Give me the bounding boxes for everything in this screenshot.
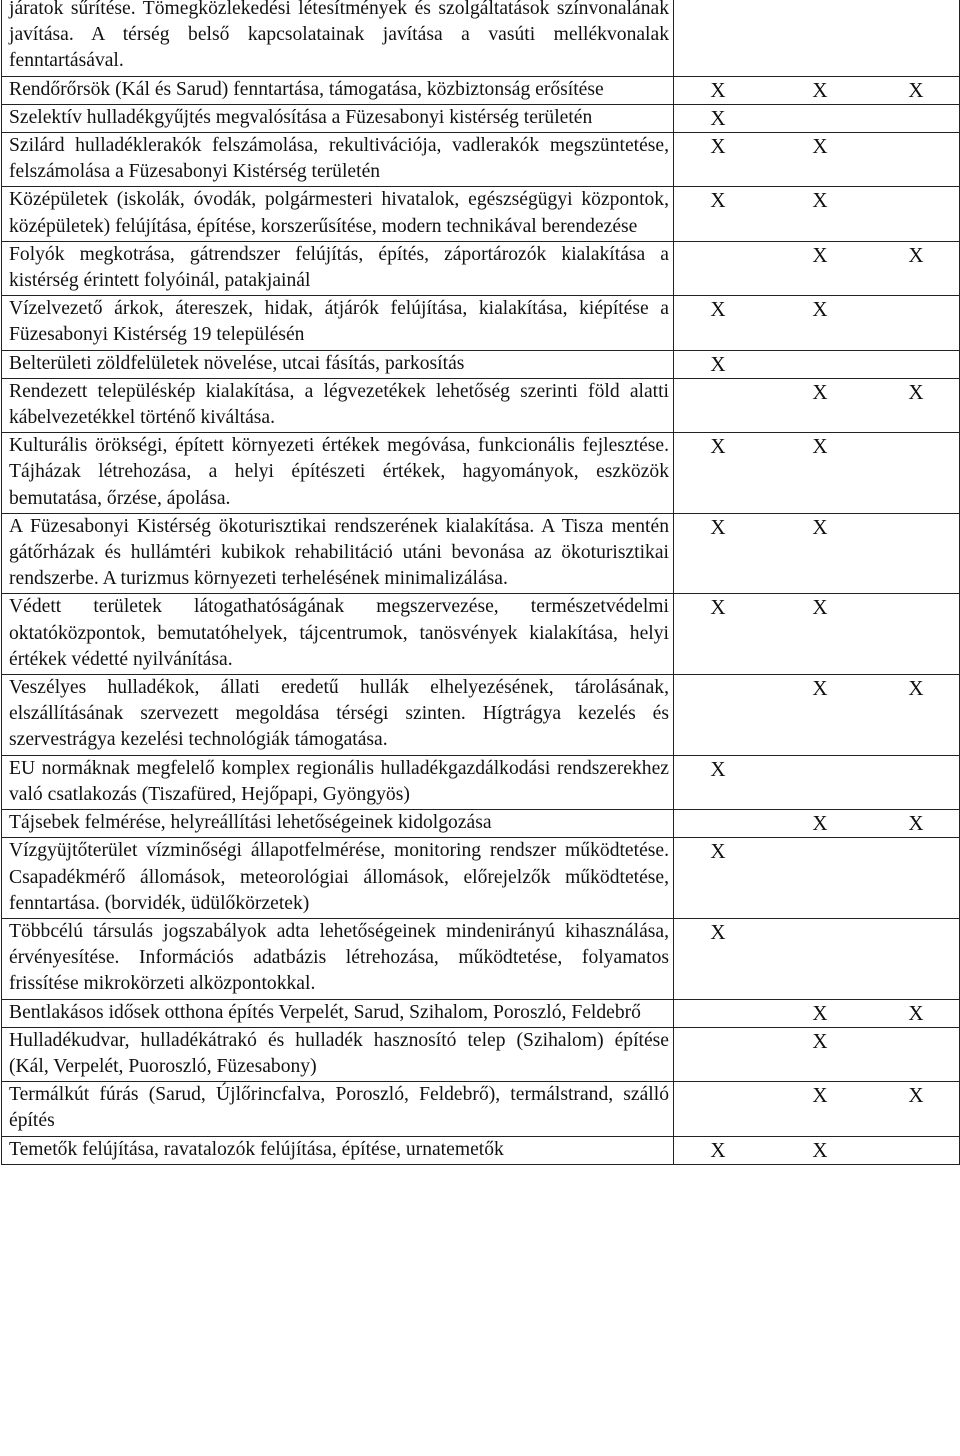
measure-marks	[674, 918, 960, 999]
mark-col-2: X	[812, 379, 828, 404]
measure-description: Hulladékudvar, hulladékátrakó és hulladék hasznosító telep (Szihalom) építése (Kál, Verpelét, Puoroszló, Füzesabony)	[2, 1027, 674, 1081]
mark-col-2: X	[812, 434, 828, 459]
mark-col-3: X	[908, 1000, 924, 1025]
mark-col-2: X	[812, 1083, 828, 1108]
mark-col-2: X	[812, 77, 828, 102]
measures-table	[1, 0, 960, 1165]
measure-description: Folyók megkotrása, gátrendszer felújítás, építés, záportározók kialakítása a kistérség érintett folyóinál, patakjainál	[2, 241, 674, 295]
table-row	[2, 433, 960, 514]
measure-description: Szilárd hulladéklerakók felszámolása, rekultivációja, vadlerakók megszüntetése, felszámolása a Füzesabonyi Kistérség területén	[2, 133, 674, 187]
mark-col-1: X	[710, 77, 726, 102]
measure-description: Szelektív hulladékgyűjtés megvalósítása a Füzesabonyi kistérség területén	[2, 104, 674, 132]
measure-marks	[674, 104, 960, 132]
measure-marks	[674, 187, 960, 241]
table-row	[2, 104, 960, 132]
mark-col-1: X	[710, 297, 726, 322]
measure-marks	[674, 241, 960, 295]
mark-col-3: X	[908, 379, 924, 404]
mark-col-1: X	[710, 434, 726, 459]
measure-marks	[674, 594, 960, 675]
mark-col-3: X	[908, 676, 924, 701]
measure-marks	[674, 675, 960, 756]
table-row	[2, 76, 960, 104]
measure-marks	[674, 1082, 960, 1136]
table-row	[2, 1027, 960, 1081]
mark-col-3: X	[908, 1083, 924, 1108]
table-row	[2, 187, 960, 241]
mark-col-2: X	[812, 297, 828, 322]
mark-col-1: X	[710, 1137, 726, 1162]
mark-col-2: X	[812, 811, 828, 836]
table-row	[2, 241, 960, 295]
mark-col-2: X	[812, 1137, 828, 1162]
mark-col-1: X	[710, 595, 726, 620]
mark-col-2: X	[812, 188, 828, 213]
measure-description: Rendőrőrsök (Kál és Sarud) fenntartása, támogatása, közbiztonság erősítése	[2, 76, 674, 104]
mark-col-3: X	[908, 242, 924, 267]
table-row	[2, 810, 960, 838]
measure-marks	[674, 1136, 960, 1164]
mark-col-1: X	[710, 514, 726, 539]
measure-description: Bentlakásos idősek otthona építés Verpelét, Sarud, Szihalom, Poroszló, Feldebrő	[2, 999, 674, 1027]
mark-col-2: X	[812, 514, 828, 539]
mark-col-2: X	[812, 1028, 828, 1053]
mark-col-3: X	[908, 77, 924, 102]
measure-marks	[674, 76, 960, 104]
measure-marks	[674, 513, 960, 594]
measure-description: EU normáknak megfelelő komplex regionális hulladékgazdálkodási rendszerekhez való csatlakozás (Tiszafüred, Hejőpapi, Gyöngyös)	[2, 755, 674, 809]
table-row	[2, 1136, 960, 1164]
measure-marks	[674, 1027, 960, 1081]
measure-description: Védett területek látogathatóságának megszervezése, természetvédelmi oktatóközpontok, bemutatóhelyek, tájcentrumok, tanösvények kialakítása, helyi értékek védetté nyilvánítása.	[2, 594, 674, 675]
measure-marks	[674, 350, 960, 378]
measure-marks	[674, 838, 960, 919]
measure-marks	[674, 433, 960, 514]
mark-col-1: X	[710, 839, 726, 864]
mark-col-1: X	[710, 134, 726, 159]
measure-description: Belterületi zöldfelületek növelése, utcai fásítás, parkosítás	[2, 350, 674, 378]
measure-description: Termálkút fúrás (Sarud, Újlőrincfalva, Poroszló, Feldebrő), termálstrand, szálló építés	[2, 1082, 674, 1136]
measure-marks	[674, 755, 960, 809]
measure-description: Veszélyes hulladékok, állati eredetű hullák elhelyezésének, tárolásának, elszállításának szervezett megoldása térségi szinten. Hígtrágya kezelés és szervestrágya kezelési technológiák támogatása.	[2, 675, 674, 756]
mark-col-1: X	[710, 188, 726, 213]
mark-col-2: X	[812, 134, 828, 159]
mark-col-3: X	[908, 811, 924, 836]
table-row	[2, 594, 960, 675]
table-row	[2, 755, 960, 809]
measure-description: Rendezett településkép kialakítása, a légvezetékek lehetőség szerinti föld alatti kábelvezetékkel történő kiváltása.	[2, 378, 674, 432]
table-row	[2, 675, 960, 756]
measure-description: A Füzesabonyi Kistérség ökoturisztikai rendszerének kialakítása. A Tisza mentén gátőrházak és hullámtéri kubikok rehabilitáció utáni bevonása az ökoturisztikai rendszerbe. A turizmus környezeti terhelésének minimalizálása.	[2, 513, 674, 594]
mark-col-1: X	[710, 919, 726, 944]
measure-marks	[674, 999, 960, 1027]
mark-col-2: X	[812, 242, 828, 267]
table-row	[2, 378, 960, 432]
measure-marks	[674, 378, 960, 432]
mark-col-1: X	[710, 756, 726, 781]
table-row	[2, 513, 960, 594]
measure-description: Kulturális örökségi, épített környezeti értékek megóvása, funkcionális fejlesztése. Tájházak létrehozása, a helyi építészeti értékek, hagyományok, eszközök bemutatása, őrzése, ápolása.	[2, 433, 674, 514]
measure-description: Vízgyüjtőterület vízminőségi állapotfelmérése, monitoring rendszer működtetése. Csapadékmérő állomások, meteorológiai állomások, előrejelzők működtetése, fenntartása. (borvidék, üdülőkörzetek)	[2, 838, 674, 919]
table-row	[2, 918, 960, 999]
measure-description: járatok sűrítése. Tömegközlekedési létesítmények és szolgáltatások színvonalának javítása. A térség belső kapcsolatainak javítása a vasúti mellékvonalak fenntartásával.	[2, 0, 674, 76]
table-body	[2, 0, 960, 1164]
table-row	[2, 296, 960, 350]
measure-marks	[674, 0, 960, 76]
measure-marks	[674, 296, 960, 350]
table-row	[2, 1082, 960, 1136]
measure-marks	[674, 133, 960, 187]
table-row	[2, 838, 960, 919]
measure-description: Tájsebek felmérése, helyreállítási lehetőségeinek kidolgozása	[2, 810, 674, 838]
mark-col-2: X	[812, 595, 828, 620]
mark-col-2: X	[812, 676, 828, 701]
mark-col-1: X	[710, 351, 726, 376]
measure-description: Középületek (iskolák, óvodák, polgármesteri hivatalok, egészségügyi központok, középületek) felújítása, építése, korszerűsítése, modern technikával berendezése	[2, 187, 674, 241]
table-row	[2, 350, 960, 378]
table-row	[2, 0, 960, 76]
mark-col-2: X	[812, 1000, 828, 1025]
mark-col-1: X	[710, 105, 726, 130]
measure-description: Temetők felújítása, ravatalozók felújítása, építése, urnatemetők	[2, 1136, 674, 1164]
measure-description: Vízelvezető árkok, átereszek, hidak, átjárók felújítása, kialakítása, kiépítése a Füzesabonyi Kistérség 19 településén	[2, 296, 674, 350]
measure-description: Többcélú társulás jogszabályok adta lehetőségeinek mindenirányú kihasználása, érvényesítése. Információs adatbázis létrehozása, működtetése, folyamatos frissítése mikrokörzeti alközpontokkal.	[2, 918, 674, 999]
measure-marks	[674, 810, 960, 838]
table-row	[2, 999, 960, 1027]
table-row	[2, 133, 960, 187]
